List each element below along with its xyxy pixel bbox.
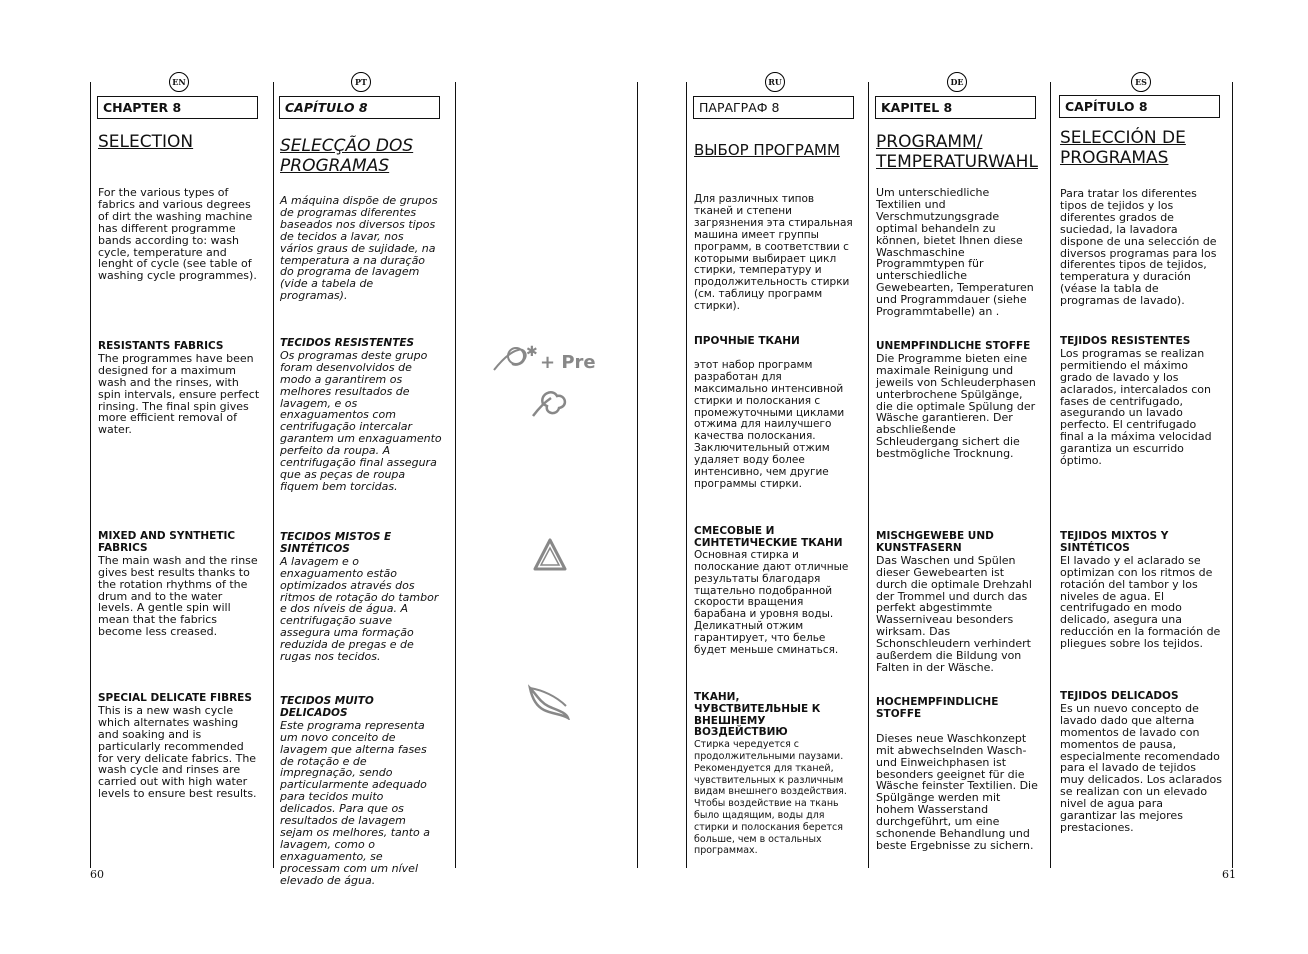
- column-divider: [1232, 82, 1233, 868]
- section-delicate: [98, 693, 260, 800]
- column-divider: [273, 82, 274, 868]
- section-title: SELECÇÃO DOS PROGRAMAS: [280, 136, 414, 176]
- section-synthetic: [98, 531, 260, 638]
- section-resistant: [280, 338, 442, 493]
- page-number-left: 60: [90, 868, 104, 881]
- section-body: The programmes have been designed for a maximum wash and the rinses, with spin intervals, ensure perfect rinsing. The final spin gives more efficient removal of water.: [98, 351, 260, 437]
- column-es: [1060, 72, 1222, 834]
- section-body: Este programa representa um novo conceito de lavagem que alterna fases de rotação e de impregnação, sendo particularmente adequado para tecidos muito delicados. Para que os resultados de lavagem sejam os melhores, tanto a lavagem, como o enxaguamento, se processam com um nível elevado de água.: [280, 718, 431, 887]
- section-heading: RESISTANTS FABRICS: [98, 340, 224, 352]
- section-body: The main wash and the rinse gives best results thanks to the rotation rhythms of the drum and to the water levels. A gentle spin will mean that the fabrics become less creased.: [98, 553, 258, 639]
- column-pt: [280, 72, 442, 887]
- section-title: SELECCIÓN DE PROGRAMAS: [1060, 128, 1186, 168]
- section-body: Das Waschen und Spülen dieser Gewebearten ist durch die optimale Drehzahl der Trommel und durch das perfekt abgestimmte Wasserniveau besonders wirksam. Das Schonschleudern verhindert außerdem die Bildung von Falten in der Wäsche.: [876, 553, 1032, 674]
- section-title: SELECTION: [98, 132, 194, 152]
- section-heading: TEJIDOS RESISTENTES: [1060, 335, 1191, 347]
- flag-ru: RU: [765, 72, 785, 92]
- section-delicate: [694, 692, 856, 857]
- intro-text: Для различных типов тканей и степени загрязнения эта стиральная машина имеет группы программ, в соответствии с которыми выбирает цикл стирки, температуру и продолжительность стирки (см. таблицу программ стирки).: [694, 193, 853, 313]
- flag-de: DE: [947, 72, 967, 92]
- section-resistant: [98, 341, 260, 436]
- section-synthetic: [694, 526, 856, 657]
- section-body: этот набор программ разработан для максимально интенсивной стирки и полоскания с промежуточными циклами отжима для наилучшего качества полоскания. Заключительный отжим удаляет воду более интенсивно, чем другие программы стирки.: [694, 358, 845, 490]
- chapter-heading: KAPITEL 8: [875, 96, 1036, 119]
- section-heading: СМЕСОВЫЕ И СИНТЕТИЧЕСКИЕ ТКАНИ: [694, 525, 843, 549]
- intro-text: Para tratar los diferentes tipos de tejidos y los diferentes grados de suciedad, la lavadora dispone de una selección de diversos programas para los diferentes tipos de tejidos, temperatura y duración (véase la tabla de programas de lavado).: [1060, 187, 1217, 308]
- section-body: Основная стирка и полоскание дают отличные результаты благодаря тщательно подобранной скорости вращения барабана и уровня воды. Деликатный отжим гарантирует, что белье будет меньше сминаться.: [694, 548, 849, 657]
- column-divider: [686, 82, 687, 868]
- cotton-flower-icon: [527, 386, 571, 422]
- intro-text: For the various types of fabrics and various degrees of dirt the washing machine has different programme bands according to: wash cycle, temperature and lenght of cycle (see table of washing cycle programmes).: [98, 186, 257, 283]
- column-divider: [1050, 82, 1051, 868]
- chapter-heading: CAPÍTULO 8: [279, 96, 440, 119]
- section-body: Стирка чередуется с продолжительными паузами. Рекомендуется для тканей, чувствительных к различным видам внешнего воздействия. Чтобы воздействие на ткань было щадящим, воды для стирки и полоскания берется больше, чем в остальных программах.: [694, 739, 847, 857]
- section-heading: MISCHGEWEBE UND KUNSTFASERN: [876, 530, 994, 554]
- prewash-label: + Pre: [540, 352, 596, 373]
- section-heading: TECIDOS RESISTENTES: [280, 337, 415, 349]
- section-title: ВЫБОР ПРОГРАММ: [694, 141, 840, 159]
- column-divider: [90, 82, 91, 868]
- section-body: A lavagem e o enxaguamento estão optimizados através dos ritmos de rotação do tambor e dos níveis de água. A centrifugação suave assegura uma formação reduzida de pregas e de rugas nos tecidos.: [280, 554, 439, 664]
- section-title: PROGRAMM/ TEMPERATURWAHL: [876, 132, 1038, 172]
- section-heading: MIXED AND SYNTHETIC FABRICS: [98, 530, 236, 554]
- intro-text: A máquina dispõe de grupos de programas diferentes baseados nos diversos tipos de tecidos a lavar, nos vários graus de sujidade, na temperatura a na duração do programa de lavagem (vide a tabela de programas).: [280, 194, 438, 303]
- section-body: This is a new wash cycle which alternates washing and soaking and is particularly recommended for very delicate fabrics. The wash cycle and rinses are carried out with high water levels to ensure best results.: [98, 703, 257, 801]
- section-synthetic: [280, 532, 442, 663]
- flag-pt: PT: [351, 72, 371, 92]
- cotton-prewash-icon: [488, 340, 608, 380]
- section-heading: ПРОЧНЫЕ ТКАНИ: [694, 335, 800, 347]
- flag-en: EN: [169, 72, 189, 92]
- chapter-heading: CHAPTER 8: [97, 96, 258, 119]
- section-heading: TECIDOS MUITO DELICADOS: [280, 695, 374, 719]
- chapter-heading: CAPÍTULO 8: [1059, 95, 1220, 118]
- section-body: El lavado y el aclarado se optimizan con los ritmos de rotación del tambor y los niveles de agua. El centrifugado en modo delicado, asegura una reducción en la formación de pliegues sobre los tejidos.: [1060, 553, 1221, 651]
- section-delicate: [280, 696, 442, 887]
- section-delicate: [1060, 691, 1222, 834]
- column-divider: [455, 82, 456, 868]
- chapter-heading: ПАРАГРАФ 8: [693, 96, 854, 119]
- section-heading: TEJIDOS DELICADOS: [1060, 690, 1179, 702]
- section-heading: TECIDOS MISTOS E SINTÉTICOS: [280, 531, 392, 555]
- section-resistant: [1060, 336, 1222, 467]
- section-synthetic: [1060, 531, 1222, 650]
- section-body: Los programas se realizan permitiendo el máximo grado de lavado y los aclarados, intercalados con fases de centrifugado, asegurando un lavado perfecto. El centrifugado final a la máxima velocidad garantiza un escurrido óptimo.: [1060, 346, 1212, 468]
- section-body: Es un nuevo concepto de lavado dado que alterna momentos de lavado con momentos de pausa, especialmente recomendado para el lavado de tejidos muy delicados. Los aclarados se realizan con un elevado nivel de agua para garantizar las mejores prestaciones.: [1060, 701, 1222, 834]
- section-body: Os programas deste grupo foram desenvolvidos de modo a garantirem os melhores resultados de lavagem, e os enxaguamentos com centrifugação intercalar garantem um enxaguamento perfeito da roupa. A centrifugação final assegura que as peças de roupa fiquem bem torcidas.: [280, 348, 442, 493]
- svg-text:✱: ✱: [526, 344, 538, 360]
- section-body: Die Programme bieten eine maximale Reinigung und jeweils von Schleuderphasen unterbrochene Spülgänge, die die optimale Spülung der Wäsche garantieren. Der abschließende Schleudergang sichert die bestmögliche Trocknung.: [876, 351, 1036, 461]
- section-resistant: [876, 341, 1038, 460]
- column-en: [98, 72, 260, 801]
- column-ru: [694, 72, 856, 857]
- section-heading: HOCHEMPFINDLICHE STOFFE: [876, 696, 999, 720]
- section-resistant: [694, 336, 856, 491]
- column-de: [876, 72, 1038, 852]
- section-delicate: [876, 697, 1038, 852]
- column-divider: [868, 82, 869, 868]
- section-heading: TEJIDOS MIXTOS Y SINTÉTICOS: [1060, 530, 1169, 554]
- section-body: Dieses neue Waschkonzept mit abwechselnden Wasch- und Einweichphasen ist besonders geeignet für die Wäsche feinster Textilien. Die Spülgänge werden mit hohem Wasserstand durchgeführt, um eine schonende Behandlung und beste Ergebnisse zu sichern.: [876, 731, 1038, 852]
- section-synthetic: [876, 531, 1038, 674]
- synthetic-triangle-icon: [532, 537, 568, 573]
- section-heading: SPECIAL DELICATE FIBRES: [98, 692, 252, 704]
- feather-icon: [526, 684, 572, 720]
- section-heading: UNEMPFINDLICHE STOFFE: [876, 340, 1031, 352]
- section-heading: ТКАНИ, ЧУВСТВИТЕЛЬНЫЕ К ВНЕШНЕМУ ВОЗДЕЙСТВИЮ: [694, 691, 821, 739]
- page-number-right: 61: [1222, 868, 1236, 881]
- flag-es: ES: [1131, 72, 1151, 92]
- column-divider: [637, 82, 638, 868]
- intro-text: Um unterschiedliche Textilien und Verschmutzungsgrade optimal behandeln zu können, bietet Ihnen diese Waschmaschine Programmtypen für unterschiedliche Gewebearten, Temperaturen und Programmdauer (siehe Programmtabelle) an .: [876, 186, 1034, 319]
